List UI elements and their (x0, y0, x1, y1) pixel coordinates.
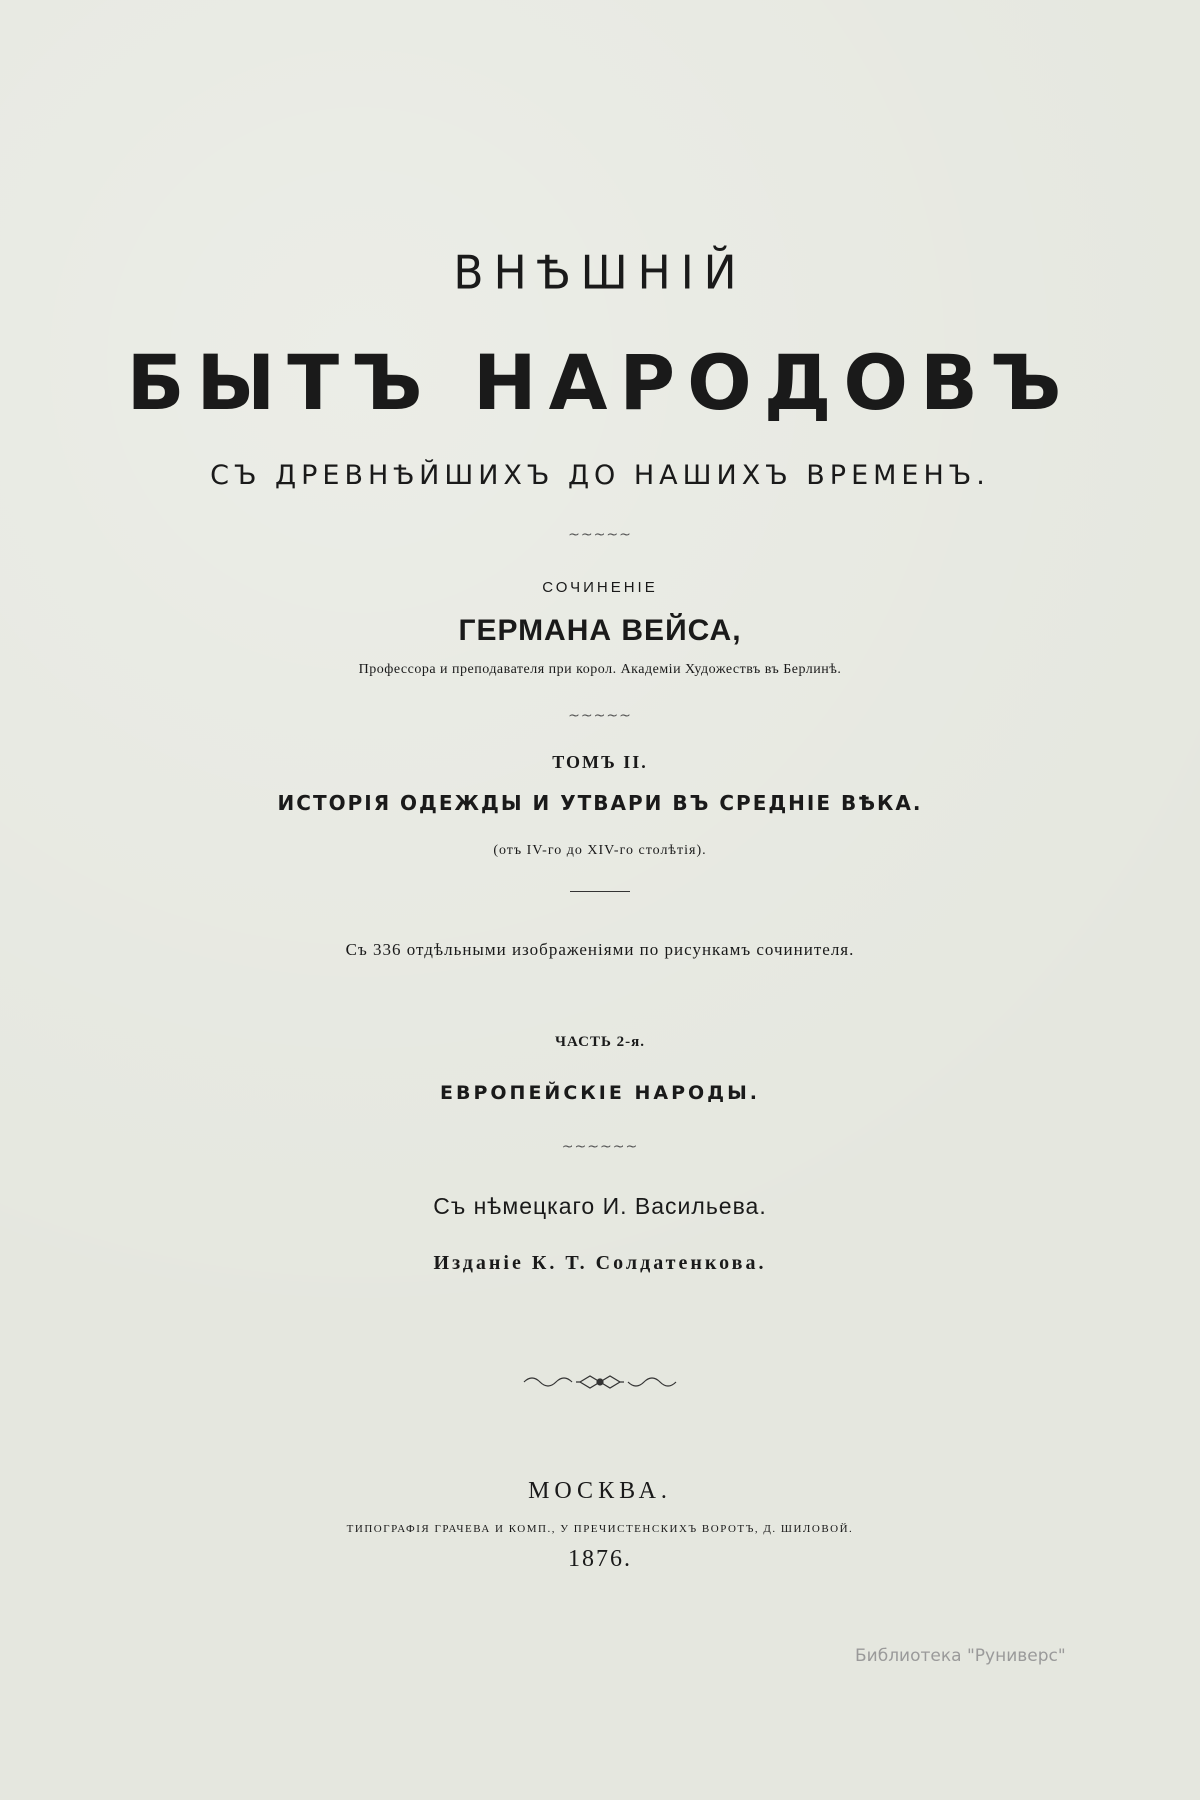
part-title: ЕВРОПЕЙСКІЕ НАРОДЫ. (440, 1082, 760, 1104)
ornament-divider: ~~~~~ (568, 708, 632, 724)
title-line-1: ВНѢШНІЙ (453, 246, 747, 301)
title-line-2: БЫТЪ НАРОДОВЪ (126, 338, 1074, 427)
ornament-divider: ~~~~~ (568, 527, 632, 543)
part-number: ЧАСТЬ 2-я. (555, 1034, 645, 1050)
author-title: Профессора и преподавателя при корол. Академіи Художествъ въ Берлинѣ. (358, 662, 842, 677)
translator-line: Съ нѣмецкаго И. Васильева. (433, 1193, 767, 1219)
period-note: (отъ IV-го до XIV-го столѣтія). (493, 843, 707, 858)
volume-number: ТОМЪ II. (552, 752, 648, 772)
author-name: ГЕРМАНА ВЕЙСА, (458, 614, 742, 647)
illustrations-note: Съ 336 отдѣльными изображеніями по рисункамъ сочинителя. (345, 940, 855, 959)
vignette-ornament-icon (520, 1368, 680, 1396)
volume-title: ИСТОРІЯ ОДЕЖДЫ И УТВАРИ ВЪ СРЕДНІЕ ВѢКА. (277, 791, 923, 815)
work-label: СОЧИНЕНІЕ (542, 579, 658, 596)
city: МОСКВА. (528, 1478, 672, 1504)
subtitle: СЪ ДРЕВНѢЙШИХЪ ДО НАШИХЪ ВРЕМЕНЪ. (210, 460, 990, 491)
horizontal-rule (570, 891, 630, 892)
printer-line: ТИПОГРАФІЯ ГРАЧЕВА И КОМП., У ПРЕЧИСТЕНСКИХЪ ВОРОТЪ, Д. ШИЛОВОЙ. (346, 1523, 854, 1535)
ornament-divider: ~~~~~~ (561, 1139, 639, 1155)
edition-line: Изданіе К. Т. Солдатенкова. (433, 1252, 767, 1274)
year: 1876. (568, 1546, 632, 1572)
library-watermark: Библиотека "Руниверс" (855, 1646, 1066, 1666)
